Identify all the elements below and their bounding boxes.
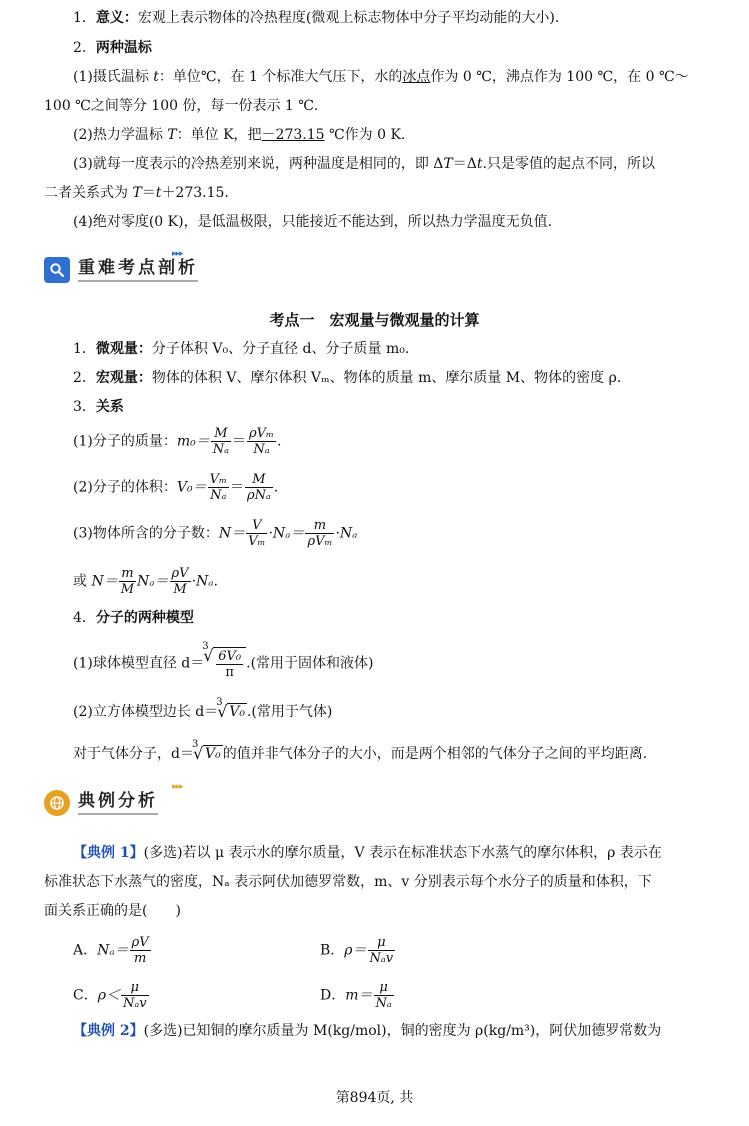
option-b[interactable]: B．ρ＝ $\frac{\mu}{\text{Nₐv}}$ [320, 935, 394, 966]
section-banner-key-points [44, 249, 198, 283]
kd-line-4: 4．分子的两种模型 [73, 610, 194, 626]
gas-molecule-note: 对于气体分子，d＝ 3 √ V₀ 的值并非气体分子的大小，而是两个相邻的气体分子之间的平均距离. [73, 745, 647, 763]
option-d[interactable]: D．m＝ $\frac{\mu}{\text{Nₐ}}$ [320, 980, 392, 1011]
intro-line-5: (2)热力学温标 T：单位 K，把－273.15 ℃作为 0 K. [73, 127, 406, 143]
option-c[interactable]: C．ρ＜ $\frac{\mu}{\text{Nₐv}}$ [73, 980, 147, 1011]
example1-line-1: 【典例 1】(多选)若以 μ 表示水的摩尔质量，V 表示在标准状态下水蒸气的摩尔体积，ρ 表示在 [73, 845, 662, 861]
intro-line-4: 100 ℃之间等分 100 份，每一份表示 1 ℃. [44, 98, 319, 114]
magnifier-icon [44, 257, 70, 283]
intro-line-7: 二者关系式为 T＝t＋273.15. [44, 185, 229, 201]
section-title: 考点一 宏观量与微观量的计算 [269, 311, 480, 329]
intro-line-1: 1．意义：宏观上表示物体的冷热程度(微观上标志物体中分子平均动能的大小). [73, 10, 560, 26]
kd-line-1: 1．微观量：分子体积 V₀、分子直径 d、分子质量 m₀. [73, 341, 410, 357]
formula-molecule-mass: (1)分子的质量：m₀＝ $\frac{M}{\text{Nₐ}}$ ＝ $\frac{\text{ρVₘ}}{\text{Nₐ}}$ . [73, 426, 282, 457]
section-banner-examples [44, 782, 183, 816]
intro-line-3: (1)摄氏温标 t：单位℃，在 1 个标准大气压下，水的冰点作为 0 ℃，沸点作为 100 ℃，在 0 ℃～ [73, 69, 689, 85]
formula-sphere-model: (1)球体模型直径 d＝ 3 √ $\frac{\text{6V₀}}{\pi}$ .(常用于固体和液体) [73, 647, 374, 680]
example2-line-1: 【典例 2】(多选)已知铜的摩尔质量为 M(kg/mol)，铜的密度为 ρ(kg/m³)，阿伏加德罗常数为 [73, 1023, 662, 1039]
page-number: 第894页, 共 [335, 1090, 414, 1106]
globe-icon [44, 790, 70, 816]
example1-line-2: 标准状态下水蒸气的密度，Nₐ 表示阿伏加德罗常数，m、v 分别表示每个水分子的质量和体积，下 [44, 874, 652, 890]
example1-line-3: 面关系正确的是( ) [44, 903, 181, 919]
option-a[interactable]: A．Nₐ＝ $\frac{\rho V}{m}$ [73, 935, 149, 966]
intro-line-8: (4)绝对零度(0 K)，是低温极限，只能接近不能达到，所以热力学温度无负值. [73, 214, 553, 230]
banner-title: 典例分析 [78, 791, 158, 814]
intro-line-2: 2．两种温标 [73, 40, 152, 56]
arrows-icon: ▸▸▸ [172, 782, 183, 792]
arrows-icon: ▸▸▸ [172, 249, 183, 259]
intro-line-6: (3)就每一度表示的冷热差别来说，两种温度是相同的，即 ΔT＝Δt.只是零值的起点不同，所以 [73, 156, 655, 172]
formula-molecule-volume: (2)分子的体积：V₀＝ $\frac{\text{Vₘ}}{\text{Nₐ}}$ ＝ $\frac{M}{\text{ρNₐ}}$ . [73, 472, 279, 503]
formula-cube-model: (2)立方体模型边长 d＝ 3 √ V₀ .(常用于气体) [73, 703, 332, 721]
formula-molecule-count: (3)物体所含的分子数：N＝ $\frac{V}{\text{Vₘ}}$ ·Nₐ＝ $\frac{m}{\text{ρVₘ}}$ ·Nₐ [73, 518, 358, 549]
banner-title: 重难考点剖析 [78, 258, 198, 281]
kd-line-3: 3．关系 [73, 399, 124, 415]
kd-line-2: 2．宏观量：物体的体积 V、摩尔体积 Vₘ、物体的质量 m、摩尔质量 M、物体的密度 ρ. [73, 370, 622, 386]
formula-molecule-count-alt: 或 N＝ $\frac{m}{M}$ Nₐ＝ $\frac{\rho V}{M}$ ·Nₐ. [73, 566, 218, 597]
